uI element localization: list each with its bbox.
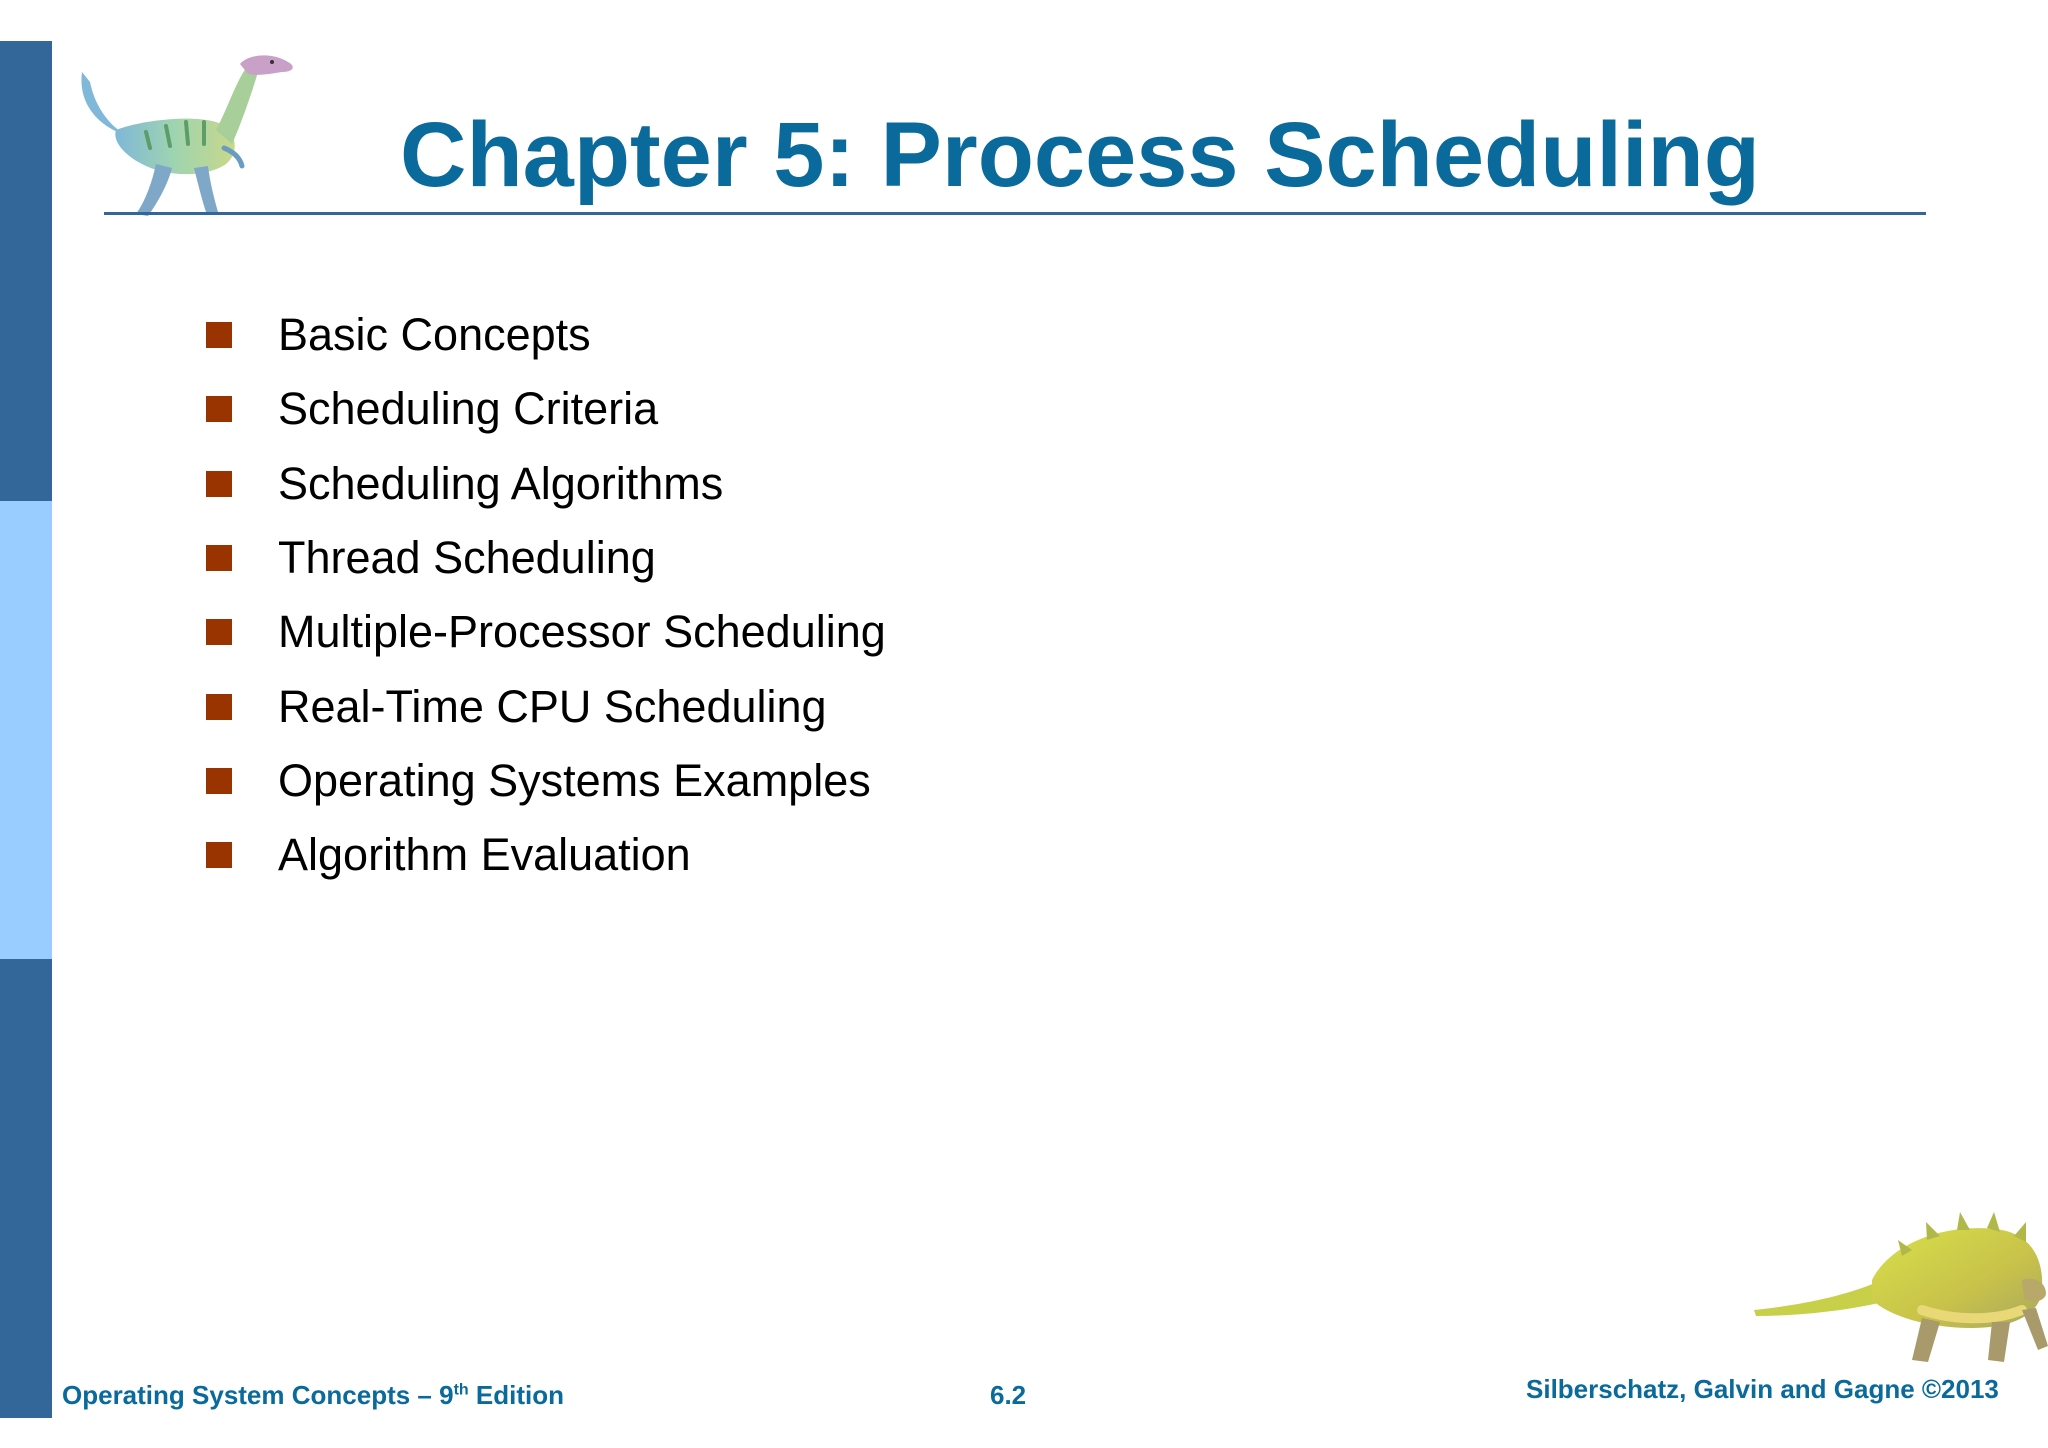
footer-book-prefix: Operating System Concepts – 9 xyxy=(62,1380,454,1410)
bullet-text: Thread Scheduling xyxy=(278,532,656,584)
list-item xyxy=(206,298,886,372)
square-bullet-icon xyxy=(206,471,232,497)
bullet-text: Real-Time CPU Scheduling xyxy=(278,680,827,732)
page-number: 6.2 xyxy=(990,1380,1027,1410)
list-item xyxy=(206,372,886,446)
square-bullet-icon xyxy=(206,619,232,645)
bullet-list xyxy=(206,298,886,892)
footer-book-title xyxy=(62,1380,564,1411)
footer-book-suffix: Edition xyxy=(468,1380,564,1410)
bullet-text: Multiple-Processor Scheduling xyxy=(278,606,886,658)
footer-book-superscript: th xyxy=(453,1381,469,1399)
list-item xyxy=(206,818,886,892)
list-item xyxy=(206,669,886,743)
square-bullet-icon xyxy=(206,396,232,422)
footer-copyright: Silberschatz, Galvin and Gagne ©2013 xyxy=(1526,1374,1999,1404)
bullet-text: Basic Concepts xyxy=(278,309,591,361)
bullet-text: Scheduling Algorithms xyxy=(278,457,724,509)
bullet-text: Operating Systems Examples xyxy=(278,754,871,806)
bullet-text: Scheduling Criteria xyxy=(278,383,659,435)
list-item xyxy=(206,744,886,818)
list-item xyxy=(206,521,886,595)
dinosaur-icon xyxy=(76,52,316,222)
left-band-bottom xyxy=(0,959,52,1418)
title-divider xyxy=(104,212,1926,215)
left-band-top xyxy=(0,41,52,501)
square-bullet-icon xyxy=(206,545,232,571)
page-title: Chapter 5: Process Scheduling xyxy=(400,104,1760,206)
list-item xyxy=(206,447,886,521)
square-bullet-icon xyxy=(206,322,232,348)
square-bullet-icon xyxy=(206,768,232,794)
bullet-text: Algorithm Evaluation xyxy=(278,829,691,881)
dinosaur-icon xyxy=(1752,1210,2048,1370)
square-bullet-icon xyxy=(206,842,232,868)
list-item xyxy=(206,595,886,669)
left-band-middle xyxy=(0,501,52,959)
square-bullet-icon xyxy=(206,694,232,720)
